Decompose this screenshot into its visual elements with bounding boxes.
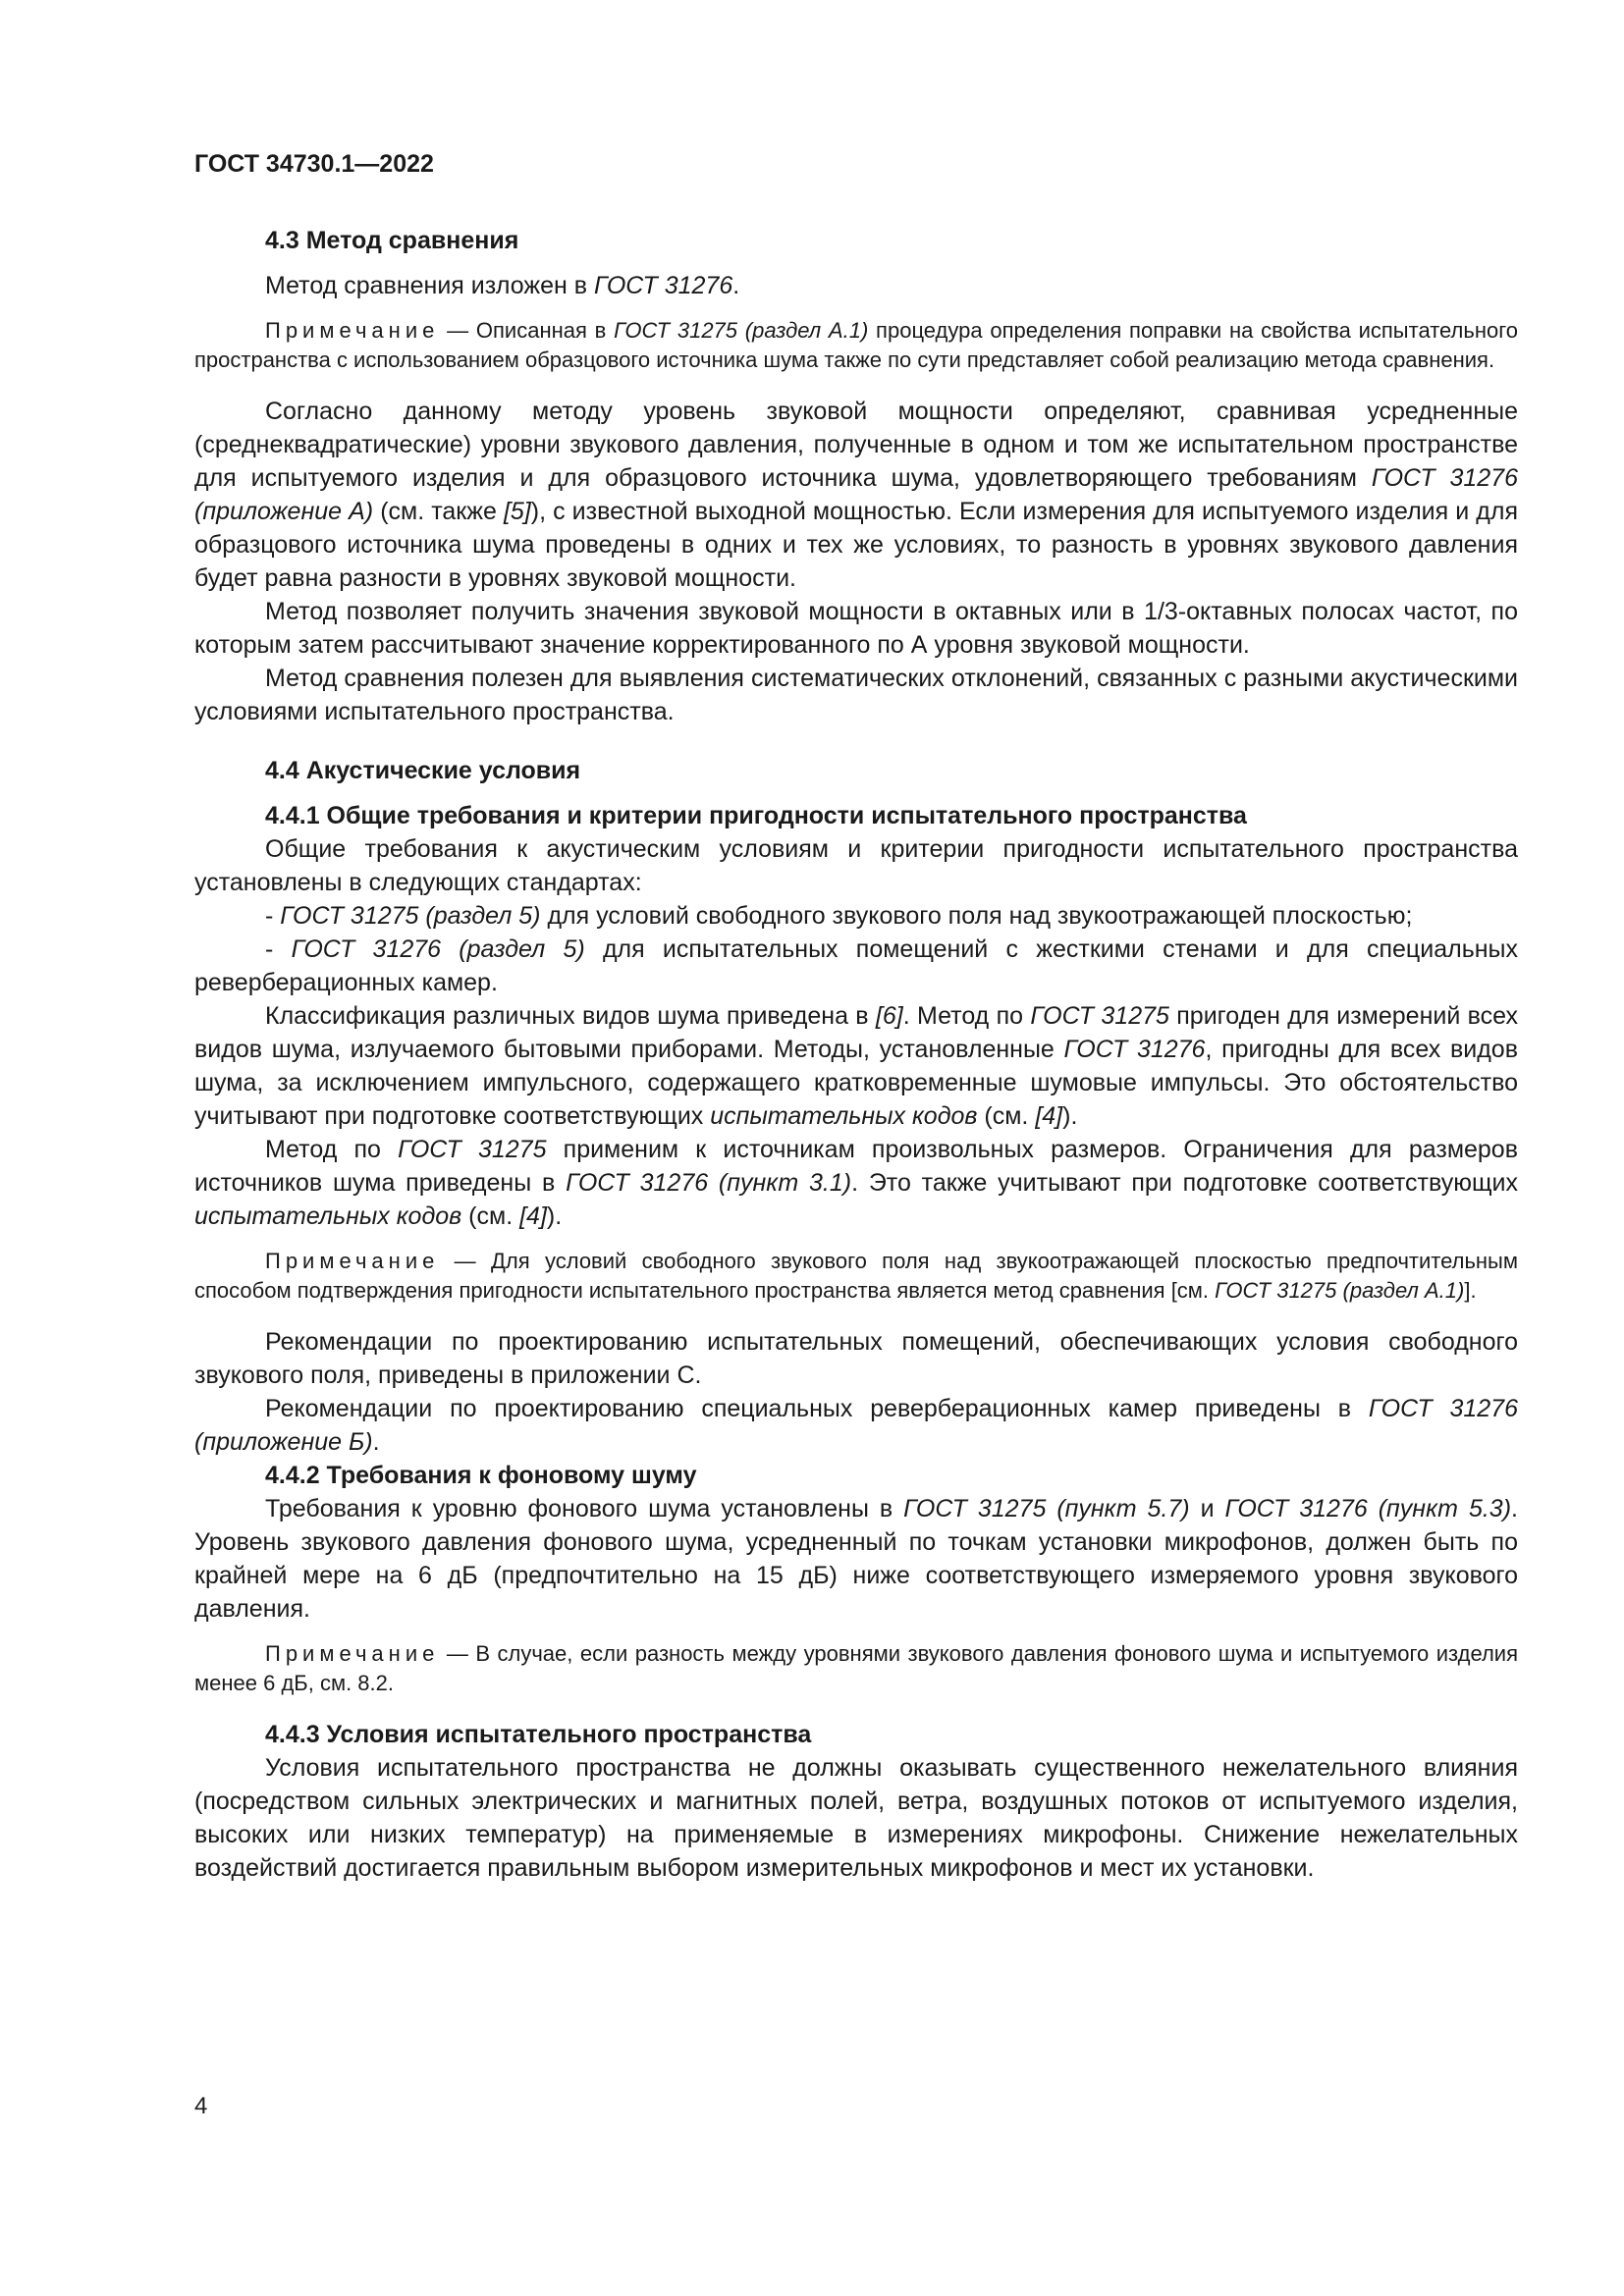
document-body: [194, 224, 1518, 1885]
section-4-4-2-heading: 4.4.2 Требования к фоновому шуму: [265, 1462, 697, 1489]
section-4-4-1-paragraph-1: Общие требования к акустическим условиям и критерии пригодности испытательного пространства установлены в следующих стандартах:: [194, 835, 1518, 896]
section-4-4-1-paragraph-4: Рекомендации по проектированию испытательных помещений, обеспечивающих условия свободного звукового поля, приведены в приложении С.: [194, 1328, 1518, 1389]
section-4-3-heading: 4.3 Метод сравнения: [265, 227, 519, 254]
section-4-3-note: Примечание — Описанная в ГОСТ 31275 (раздел А.1) процедура определения поправки на свойства испытательного пространства с использованием образцового источника шума также по сути представляет собой реализацию метода сравнения.: [194, 318, 1518, 372]
section-4-4-3-paragraph-1: Условия испытательного пространства не должны оказывать существенного нежелательного влияния (посредством сильных электрических и магнитных полей, ветра, воздушных потоков от испытуемого изделия, высоких или низких температур) на применяемые в измерениях микрофоны. Снижение нежелательных воздействий достигается правильным выбором измерительных микрофонов и мест их установки.: [194, 1754, 1518, 1882]
section-4-4-1-note: Примечание — Для условий свободного звукового поля над звукоотражающей плоскостью предпочтительным способом подтверждения пригодности испытательного пространства является метод сравнения [см. ГОСТ 31275 (раздел А.1)].: [194, 1249, 1518, 1303]
section-4-3-paragraph-2: Согласно данному методу уровень звуковой мощности определяют, сравнивая усредненные (среднеквадратические) уровни звукового давления, полученные в одном и том же испытательном пространстве для испытуемого изделия и для образцового источника шума, удовлетворяющего требованиям ГОСТ 31276 (приложение А) (см. также [5]), с известной выходной мощностью. Если измерения для испытуемого изделия и для образцового источника шума проведены в одних и тех же условиях, то разность в уровнях звукового давления будет равна разности в уровнях звуковой мощности.: [194, 398, 1518, 592]
page-number: 4: [194, 2093, 208, 2119]
section-4-4-1-heading: 4.4.1 Общие требования и критерии пригодности испытательного пространства: [265, 802, 1247, 829]
section-4-3-paragraph-3: Метод позволяет получить значения звуковой мощности в октавных или в 1/3-октавных полосах частот, по которым затем рассчитывают значение корректированного по А уровня звуковой мощности.: [194, 598, 1518, 659]
section-4-4-3-heading: 4.4.3 Условия испытательного пространства: [265, 1721, 812, 1748]
section-4-3-paragraph-1: Метод сравнения изложен в ГОСТ 31276.: [265, 272, 740, 299]
section-4-4-1-list-item-1: - ГОСТ 31275 (раздел 5) для условий свободного звукового поля над звукоотражающей плоскостью;: [265, 902, 1413, 930]
section-4-4-heading: 4.4 Акустические условия: [265, 757, 581, 784]
document-header: ГОСТ 34730.1—2022: [194, 150, 434, 178]
section-4-4-2-note: Примечание — В случае, если разность между уровнями звукового давления фонового шума и испытуемого изделия менее 6 дБ, см. 8.2.: [194, 1641, 1518, 1695]
section-4-4-1-paragraph-2: Классификация различных видов шума приведена в [6]. Метод по ГОСТ 31275 пригоден для измерений всех видов шума, излучаемого бытовыми приборами. Методы, установленные ГОСТ 31276, пригодны для всех видов шума, за исключением импульсного, содержащего кратковременные шумовые импульсы. Это обстоятельство учитывают при подготовке соответствующих испытательных кодов (см. [4]).: [194, 1002, 1518, 1130]
section-4-4-1-list-item-2: - ГОСТ 31276 (раздел 5) для испытательных помещений с жесткими стенами и для специальных реверберационных камер.: [194, 935, 1518, 996]
section-4-4-1-paragraph-3: Метод по ГОСТ 31275 применим к источникам произвольных размеров. Ограничения для размеров источников шума приведены в ГОСТ 31276 (пункт 3.1). Это также учитывают при подготовке соответствующих испытательных кодов (см. [4]).: [194, 1136, 1518, 1230]
section-4-4-1-paragraph-5: Рекомендации по проектированию специальных реверберационных камер приведены в ГОСТ 31276 (приложение Б).: [194, 1395, 1518, 1456]
section-4-4-2-paragraph-1: Требования к уровню фонового шума установлены в ГОСТ 31275 (пункт 5.7) и ГОСТ 31276 (пункт 5.3). Уровень звукового давления фонового шума, усредненный по точкам установки микрофонов, должен быть по крайней мере на 6 дБ (предпочтительно на 15 дБ) ниже соответствующего измеряемого уровня звукового давления.: [194, 1495, 1518, 1623]
section-4-3-paragraph-4: Метод сравнения полезен для выявления систематических отклонений, связанных с разными акустическими условиями испытательного пространства.: [194, 665, 1518, 725]
